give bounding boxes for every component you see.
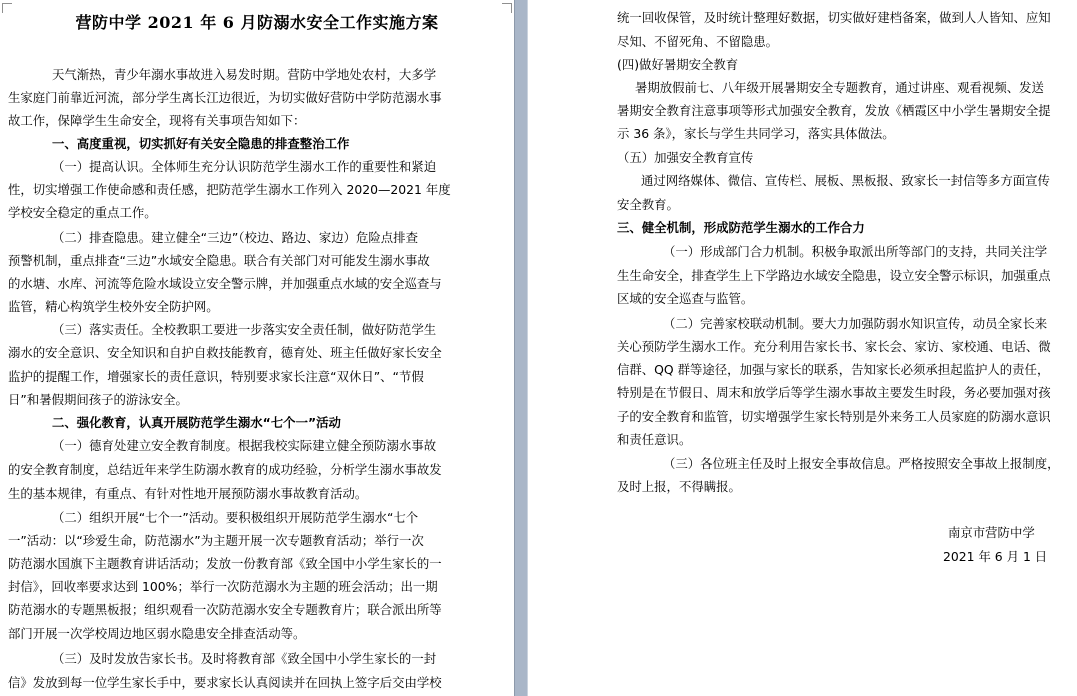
paragraph-line: 生家庭门前靠近河流，部分学生离长江边很近，为切实做好营防中学防范溺水事 (8, 90, 442, 105)
paragraph-line: 关心预防学生溺水工作。充分利用告家长书、家长会、家访、家校通、电话、微 (617, 339, 1051, 354)
paragraph-line: 一”活动：以“珍爱生命，防范溺水”为主题开展一次专题教育活动；举行一次 (8, 533, 424, 548)
paragraph-line: 溺水的安全意识、安全知识和自护自救技能教育，德育处、班主任做好家长安全 (8, 345, 442, 360)
paragraph-line: 和责任意识。 (617, 432, 692, 447)
paragraph-line: （一）形成部门合力机制。积极争取派出所等部门的支持，共同关注学 (663, 244, 1048, 259)
section-heading: 一、高度重视，切实抓好有关安全隐患的排查整治工作 (52, 136, 350, 151)
paragraph-line: 监管，精心构筑学生校外安全防护网。 (8, 299, 219, 314)
paragraph-line: 部门开展一次学校周边地区弱水隐患安全排查活动等。 (8, 626, 306, 641)
paragraph-line: 及时上报，不得瞒报。 (617, 479, 741, 494)
paragraph-line: 预警机制，重点排查“三边”水域安全隐患。联合有关部门对可能发生溺水事故 (8, 253, 430, 268)
paragraph-line: 封信》，回收率要求达到 100%；举行一次防范溺水为主题的班会活动；出一期 (8, 579, 438, 594)
section-heading: 三、健全机制，形成防范学生溺水的工作合力 (617, 220, 865, 235)
paragraph-line: （二）完善家校联动机制。要大力加强防弱水知识宣传，动员全家长来 (663, 316, 1048, 331)
signature-date: 2021 年 6 月 1 日 (943, 549, 1048, 564)
document-page-right (528, 0, 1077, 696)
paragraph-line: （一）提高认识。全体师生充分认识防范学生溺水工作的重要性和紧迫 (52, 159, 437, 174)
section-heading: 二、强化教育，认真开展防范学生溺水“七个一”活动 (52, 415, 341, 430)
paragraph-line: （三）落实责任。全校教职工要进一步落实安全责任制，做好防范学生 (52, 322, 437, 337)
paragraph-line: 信》发放到每一位学生家长手中，要求家长认真阅读并在回执上签字后交由学校 (8, 675, 442, 690)
document-page-left (0, 0, 514, 696)
paragraph-line: （三）各位班主任及时上报安全事故信息。严格按照安全事故上报制度， (663, 456, 1060, 471)
paragraph-line: 暑期安全教育注意事项等形式加强安全教育，发放《栖霞区中小学生暑期安全提 (617, 103, 1051, 118)
paragraph-line: （三）及时发放告家长书。及时将教育部《致全国中小学生家长的一封 (52, 651, 437, 666)
document-title: 营防中学 2021 年 6 月防溺水安全工作实施方案 (75, 13, 439, 32)
paragraph-line: 的安全教育制度，总结近年来学生防溺水教育的成功经验，分析学生溺水事故发 (8, 462, 442, 477)
paragraph-line: 监护的提醒工作，增强家长的责任意识，特别要求家长注意“双休日”、“节假 (8, 369, 424, 384)
paragraph-line: 区域的安全巡查与监管。 (617, 291, 754, 306)
paragraph-line: 统一回收保管，及时统计整理好数据，切实做好建档备案，做到人人皆知、应知 (617, 10, 1051, 25)
paragraph-line: 生生命安全，排查学生上下学路边水域安全隐患，设立安全警示标识，加强重点 (617, 268, 1051, 283)
section-heading: (四)做好暑期安全教育 (617, 57, 739, 72)
paragraph-line: 安全教育。 (617, 197, 679, 212)
paragraph-line: 学校安全稳定的重点工作。 (8, 205, 157, 220)
signature-org: 南京市营防中学 (948, 525, 1035, 540)
paragraph-line: 信群、QQ 群等途径，加强与家长的联系，告知家长必须承担起监护人的责任， (617, 362, 1050, 377)
paragraph-line: 防范溺水的专题黑板报；组织观看一次防范溺水安全专题教育片；联合派出所等 (8, 602, 442, 617)
paragraph-line: （二）排查隐患。建立健全“三边”（校边、路边、家边）危险点排查 (52, 230, 418, 245)
paragraph-line: （二）组织开展“七个一”活动。要积极组织开展防范学生溺水“七个 (52, 510, 419, 525)
paragraph-line: 子的安全教育和监管，切实增强学生家长特别是外来务工人员家庭的防溺水意识 (617, 409, 1051, 424)
paragraph-line: 通过网络媒体、微信、宣传栏、展板、黑板报、致家长一封信等多方面宣传 (641, 173, 1050, 188)
paragraph-line: 故工作，保障学生生命安全，现将有关事项告知如下： (8, 113, 306, 128)
paragraph-line: 的水塘、水库、河流等危险水域设立安全警示牌，并加强重点水域的安全巡查与 (8, 276, 442, 291)
paragraph-line: 特别是在节假日、周末和放学后等学生溺水事故主要发生时段，务必要加强对孩 (617, 385, 1051, 400)
paragraph-line: 日”和暑假期间孩子的游泳安全。 (8, 392, 188, 407)
section-heading: （五）加强安全教育宣传 (617, 150, 754, 165)
paragraph-line: 生的基本规律，有重点、有针对性地开展预防溺水事故教育活动。 (8, 486, 368, 501)
paragraph-line: 尽知、不留死角、不留隐患。 (617, 34, 779, 49)
paragraph-line: 性，切实增强工作使命感和责任感，把防范学生溺水工作列入 2020—2021 年度 (8, 182, 451, 197)
paragraph-line: 天气渐热，青少年溺水事故进入易发时期。营防中学地处农村，大多学 (52, 67, 437, 82)
paragraph-line: 示 36 条》，家长与学生共同学习，落实具体做法。 (617, 126, 895, 141)
paragraph-line: （一）德育处建立安全教育制度。根据我校实际建立健全预防溺水事故 (52, 438, 437, 453)
page-separator (514, 0, 528, 696)
paragraph-line: 防范溺水国旗下主题教育讲话活动；发放一份教育部《致全国中小学生家长的一 (8, 556, 442, 571)
paragraph-line: 暑期放假前七、八年级开展暑期安全专题教育，通过讲座、观看视频、发送 (635, 80, 1044, 95)
